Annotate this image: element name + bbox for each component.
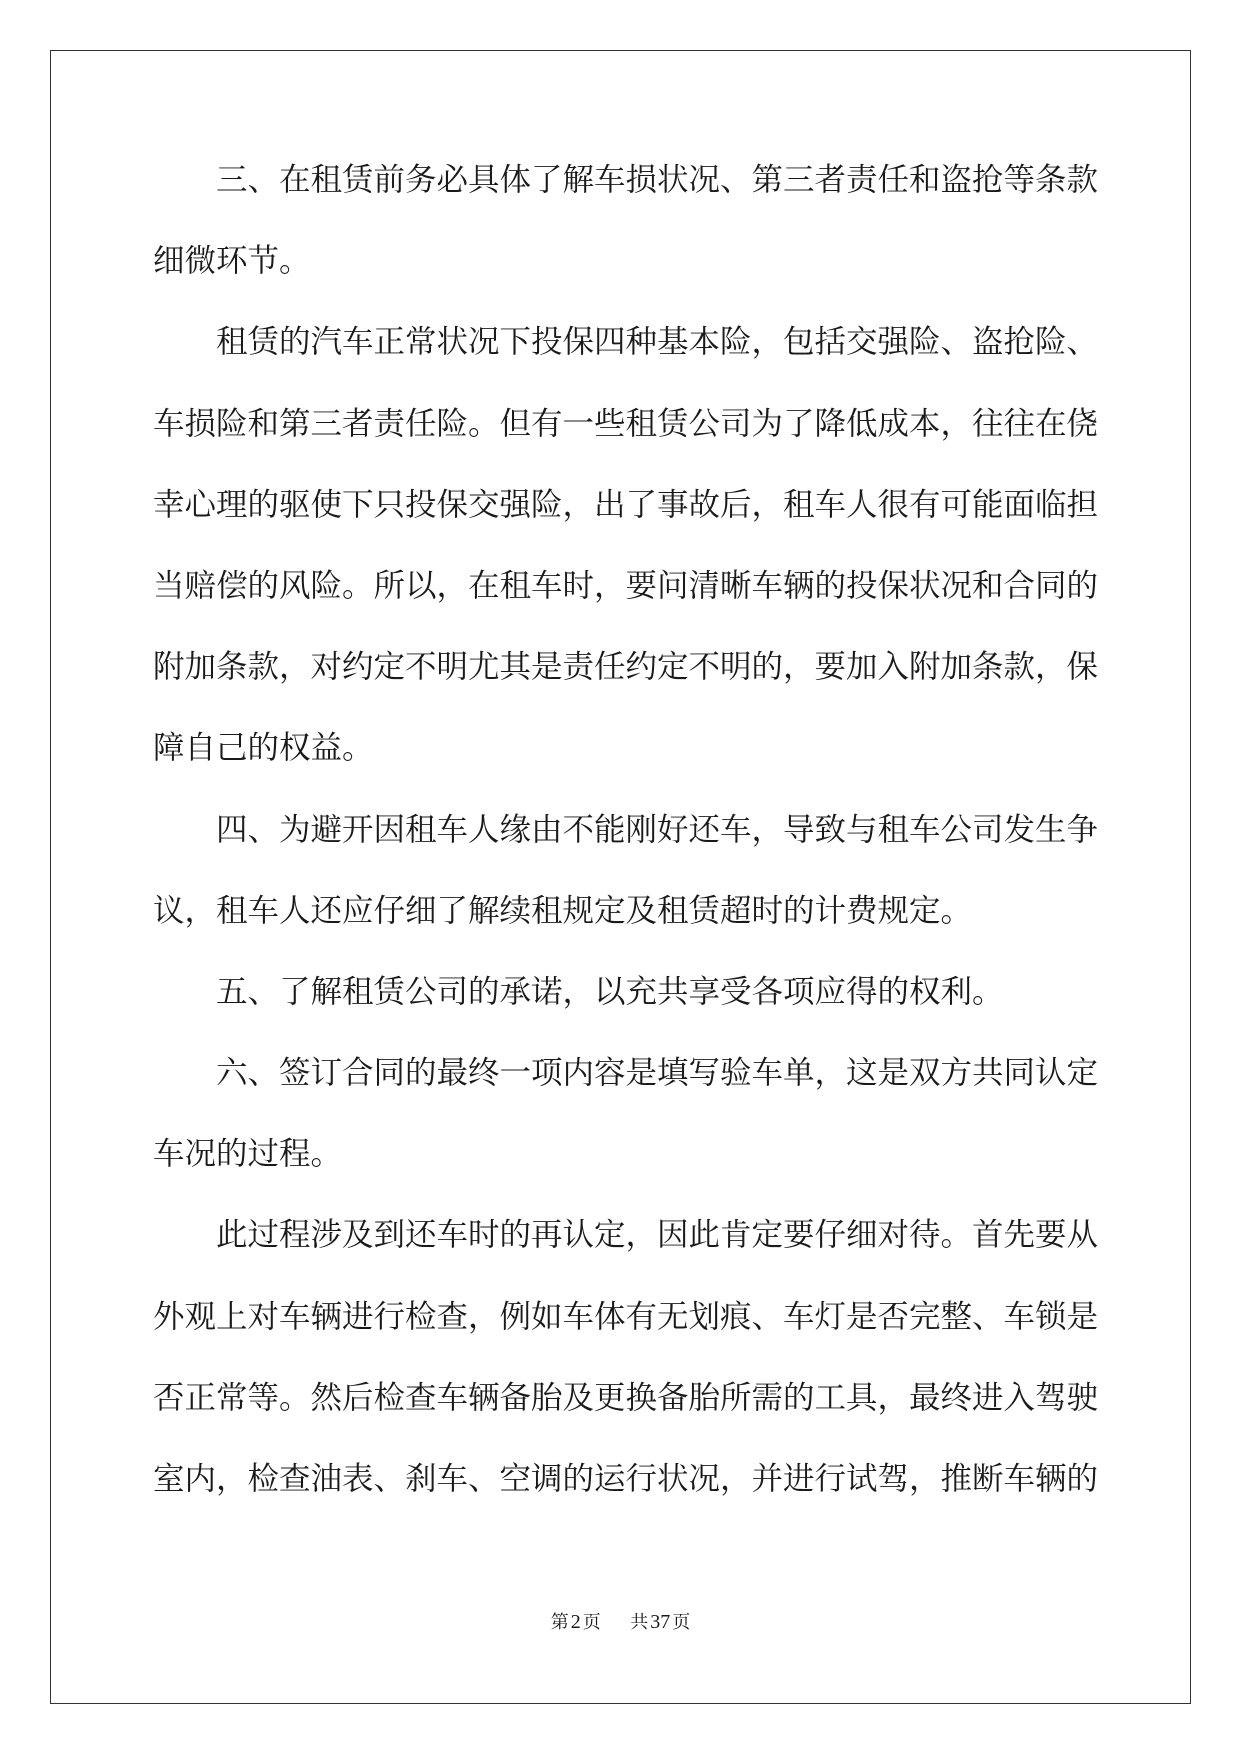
page-indicator <box>551 1608 601 1634</box>
text-line: 室内，检查油表、刹车、空调的运行状况，并进行试驾，推断车辆的 <box>153 1461 1099 1497</box>
text-line: 障自己的权益。 <box>153 730 374 767</box>
page-suffix: 页 <box>582 1612 601 1633</box>
total-prefix: 共 <box>630 1612 649 1633</box>
page-number: 2 <box>570 1611 581 1633</box>
text-line: 车况的过程。 <box>153 1136 343 1173</box>
text-line: 幸心理的驱使下只投保交强险，出了事故后，租车人很有可能面临担 <box>153 486 1099 523</box>
page-footer <box>0 1608 1241 1634</box>
paragraph <box>153 810 1099 972</box>
paragraph <box>153 1053 1099 1215</box>
text-line: 议，租车人还应仔细了解续租规定及租赁超时的计费规定。 <box>153 892 973 929</box>
total-pages-indicator <box>630 1608 690 1634</box>
paragraph <box>153 322 1099 809</box>
text-line: 三、在租赁前务必具体了解车损状况、第三者责任和盗抢等条款 <box>216 162 1099 198</box>
page-prefix: 第 <box>550 1612 569 1633</box>
text-line: 细微环节。 <box>153 243 311 280</box>
document-body <box>153 160 1099 1540</box>
total-pages: 37 <box>650 1611 671 1633</box>
text-line: 附加条款，对约定不明尤其是责任约定不明的，要加入附加条款，保 <box>153 649 1099 686</box>
paragraph <box>153 160 1099 322</box>
total-suffix: 页 <box>672 1612 691 1633</box>
text-line: 此过程涉及到还车时的再认定，因此肯定要仔细对待。首先要从 <box>216 1217 1099 1254</box>
text-line: 当赔偿的风险。所以，在租车时，要问清晰车辆的投保状况和合同的 <box>153 567 1099 604</box>
paragraph <box>153 972 1088 1053</box>
text-line: 外观上对车辆进行检查，例如车体有无划痕、车灯是否完整、车锁是 <box>153 1298 1099 1335</box>
paragraph <box>153 1215 1099 1540</box>
text-line: 四、为避开因租车人缘由不能刚好还车，导致与租车公司发生争 <box>216 811 1099 848</box>
text-line: 车损险和第三者责任险。但有一些租赁公司为了降低成本，往往在侥 <box>153 405 1099 442</box>
text-line: 五、了解租赁公司的承诺，以充共享受各项应得的权利。 <box>216 973 1004 1010</box>
text-line: 否正常等。然后检查车辆备胎及更换备胎所需的工具，最终进入驾驶 <box>153 1379 1099 1416</box>
text-line: 六、签订合同的最终一项内容是填写验车单，这是双方共同认定 <box>216 1055 1099 1092</box>
text-line: 租赁的汽车正常状况下投保四种基本险，包括交强险、盗抢险、 <box>216 324 1099 361</box>
